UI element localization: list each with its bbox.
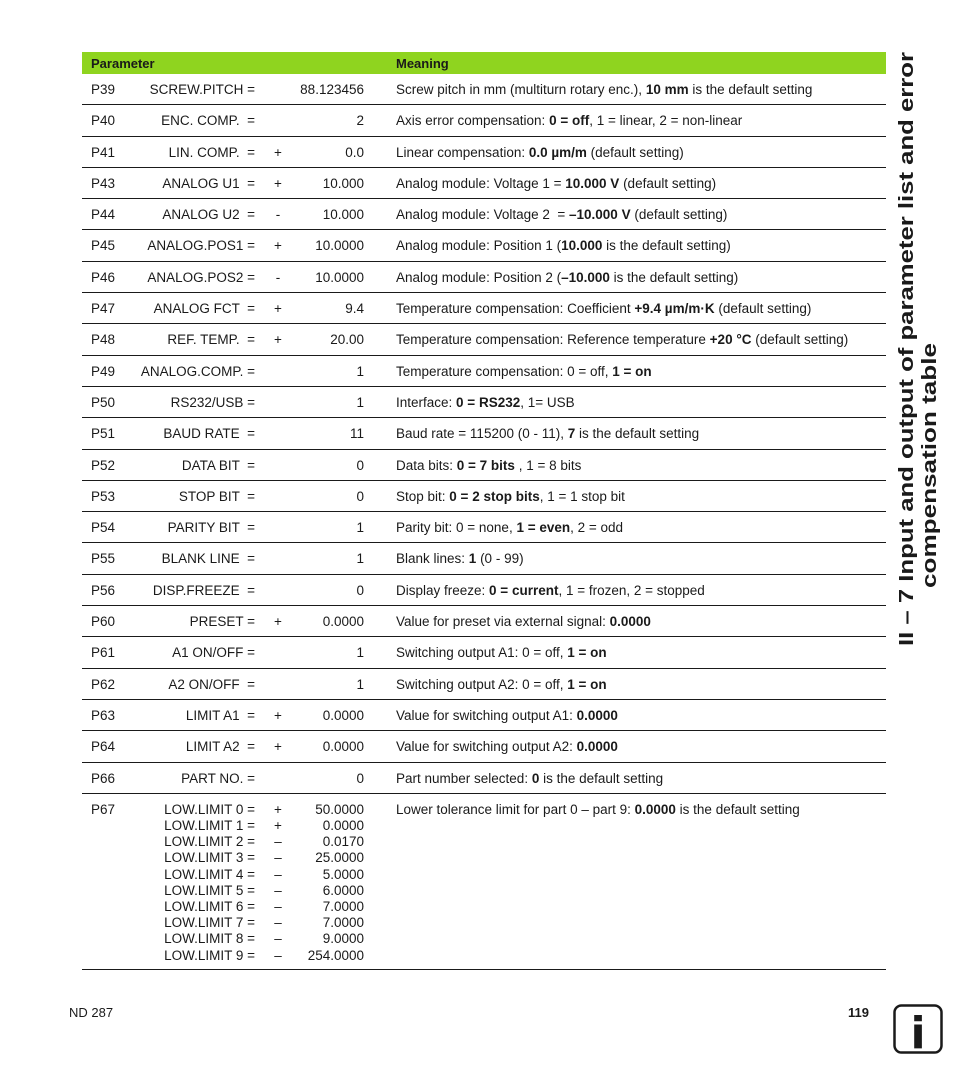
meaning-bold: 0 = off: [549, 113, 590, 129]
param-id: P60: [91, 614, 116, 630]
table-row: [82, 356, 886, 387]
meaning-text: is the default setting): [609, 269, 739, 285]
meaning-text: Analog module: Position 1 (: [396, 238, 562, 254]
param-meaning: [396, 489, 625, 505]
info-glyph: i: [910, 1008, 926, 1054]
meaning-text: Temperature compensation: Coefficient: [396, 301, 635, 317]
meaning-bold: +9.4 µm/m·K: [634, 301, 715, 317]
param-value: 1: [356, 394, 364, 410]
param-name: DISP.FREEZE =: [152, 582, 255, 598]
param-meaning: [396, 802, 800, 818]
table-row: [82, 387, 886, 418]
param-sign: +: [274, 739, 282, 755]
param-meaning: [396, 520, 623, 536]
header-parameter: Parameter: [91, 56, 155, 71]
table-row: [82, 575, 886, 606]
meaning-text: Interface:: [396, 394, 457, 410]
table-row: [82, 418, 886, 449]
meaning-bold: 0.0000: [576, 707, 618, 723]
info-icon: [893, 1004, 943, 1054]
meaning-bold: 1: [468, 551, 477, 567]
param-id: P44: [91, 207, 116, 223]
table-row: [82, 105, 886, 136]
param-sign: -: [275, 269, 281, 285]
table-row: [82, 230, 886, 261]
meaning-text: Switching output A1: 0 = off,: [396, 645, 568, 661]
meaning-bold: 0 = 7 bits: [456, 457, 515, 473]
table-row: [82, 137, 886, 168]
table-row: [82, 74, 886, 105]
param-sign: +: [274, 301, 282, 317]
meaning-text: Temperature compensation: 0 = off,: [396, 363, 613, 379]
meaning-bold: 10.000 V: [565, 175, 620, 191]
param-id: P55: [91, 551, 116, 567]
meaning-text: is the default setting: [575, 426, 700, 442]
param-name: DATA BIT =: [181, 457, 255, 473]
param-name: ANALOG.POS1 =: [147, 238, 255, 254]
meaning-text: Baud rate = 115200 (0 - 11),: [396, 426, 568, 442]
meaning-text: Value for switching output A2:: [396, 739, 577, 755]
param-value: 0.0: [345, 144, 364, 160]
meaning-text: , 1 = 8 bits: [514, 457, 582, 473]
param-meaning: [396, 145, 684, 161]
param-id: P54: [91, 520, 116, 536]
param-name: LIMIT A1 =: [185, 707, 255, 723]
param-name: PRESET =: [189, 614, 255, 630]
param-id: P66: [91, 770, 116, 786]
param-id: P43: [91, 175, 116, 191]
param-id: P53: [91, 488, 116, 504]
param-meaning: [396, 426, 699, 442]
param-sign: +: [274, 707, 282, 723]
table-row: [82, 606, 886, 637]
meaning-text: Switching output A2: 0 = off,: [396, 676, 568, 692]
meaning-text: , 1 = linear, 2 = non-linear: [589, 113, 743, 129]
meaning-text: Linear compensation:: [396, 144, 529, 160]
param-name: ANALOG U2 =: [162, 207, 255, 223]
param-name: REF. TEMP. =: [167, 332, 255, 348]
param-id: P40: [91, 113, 116, 129]
param-value: 10.0000: [315, 269, 364, 285]
param-id: P67: [91, 801, 116, 817]
param-meaning: [396, 270, 738, 286]
meaning-text: Analog module: Voltage 1 =: [396, 175, 566, 191]
param-meaning: [396, 551, 524, 567]
meaning-bold: 0 = current: [489, 582, 559, 598]
param-meaning: [396, 364, 652, 380]
meaning-text: is the default setting: [539, 770, 664, 786]
param-value: 0.0000: [322, 614, 364, 630]
meaning-bold: 0: [531, 770, 540, 786]
meaning-text: Analog module: Position 2 (: [396, 269, 562, 285]
param-meaning: [396, 176, 716, 192]
meaning-text: , 2 = odd: [570, 520, 624, 536]
param-sign: + + – – – – – – – –: [274, 801, 282, 963]
meaning-text: Lower tolerance limit for part 0 – part 9:: [396, 801, 635, 817]
param-name: LIMIT A2 =: [185, 739, 255, 755]
meaning-text: Axis error compensation:: [396, 113, 550, 129]
param-meaning: [396, 677, 607, 693]
meaning-text: is the default setting: [688, 82, 813, 97]
param-meaning: [396, 113, 742, 129]
param-name: LOW.LIMIT 0 = LOW.LIMIT 1 = LOW.LIMIT 2 = LOW.LIMIT 3 = LOW.LIMIT 4 = LOW.LIMIT 5 = LOW.LIMIT 6 = LOW.LIMIT 7 = LOW.LIMIT 8 = LOW.LIMIT 9 =: [164, 801, 255, 963]
param-id: P52: [91, 457, 116, 473]
param-name: BAUD RATE =: [163, 426, 255, 442]
param-id: P41: [91, 144, 116, 160]
meaning-bold: 0 = RS232: [456, 394, 521, 410]
param-name: SCREW.PITCH =: [149, 82, 255, 97]
meaning-text: Value for switching output A1:: [396, 707, 577, 723]
meaning-bold: 1 = on: [612, 363, 652, 379]
meaning-bold: 1 = on: [567, 645, 607, 661]
meaning-text: is the default setting): [602, 238, 731, 254]
param-value: 0: [356, 770, 364, 786]
meaning-bold: 0.0000: [634, 801, 676, 817]
param-id: P56: [91, 582, 116, 598]
side-title-svg: [887, 48, 943, 648]
param-id: P49: [91, 363, 116, 379]
table-header: [82, 52, 886, 74]
param-meaning: [396, 645, 607, 661]
param-id: P62: [91, 676, 116, 692]
table-row: [82, 481, 886, 512]
param-id: P48: [91, 332, 116, 348]
meaning-bold: 0.0 µm/m: [528, 144, 587, 160]
param-name: LIN. COMP. =: [168, 144, 255, 160]
meaning-text: Data bits:: [396, 457, 457, 473]
param-id: P46: [91, 269, 116, 285]
meaning-bold: 10.000: [561, 238, 603, 254]
param-value: 1: [356, 551, 364, 567]
param-value: 50.0000 0.0000 0.0170 25.0000 5.0000 6.0000 7.0000 7.0000 9.0000 254.0000: [307, 801, 364, 963]
meaning-text: (0 - 99): [476, 551, 524, 567]
table-row: [82, 763, 886, 794]
param-name: A1 ON/OFF =: [172, 645, 255, 661]
param-name: ANALOG.POS2 =: [147, 269, 255, 285]
param-meaning: [396, 207, 727, 223]
side-title-line2: compensation table: [918, 395, 941, 588]
param-sign: +: [274, 332, 282, 348]
meaning-text: Display freeze:: [396, 582, 490, 598]
param-sign: +: [274, 144, 282, 160]
param-value: 10.0000: [315, 238, 364, 254]
param-name: ANALOG FCT =: [153, 301, 255, 317]
chapter-side-title: [887, 48, 943, 648]
table-row: [82, 669, 886, 700]
param-sign: -: [275, 207, 281, 223]
table-row: [82, 199, 886, 230]
param-id: P51: [91, 426, 116, 442]
table-row: [82, 700, 886, 731]
header-meaning: Meaning: [396, 56, 449, 71]
param-value: 9.4: [345, 301, 364, 317]
meaning-text: Stop bit:: [396, 488, 450, 504]
param-value: 2: [356, 113, 364, 129]
param-name: PART NO. =: [181, 770, 255, 786]
table-row: [82, 794, 886, 970]
meaning-bold: –10.000 V: [569, 207, 631, 223]
table-row: [82, 637, 886, 668]
meaning-text: is the default setting: [675, 801, 800, 817]
param-sign: +: [274, 175, 282, 191]
param-meaning: [396, 739, 618, 755]
meaning-text: (default setting): [714, 301, 812, 317]
side-title-line1: II – 7 Input and output of parameter list and error: [895, 172, 918, 646]
footer-product: ND 287: [69, 1005, 114, 1020]
param-name: ENC. COMP. =: [161, 113, 255, 129]
table-row: [82, 324, 886, 355]
param-id: P61: [91, 645, 116, 661]
param-value: 1: [356, 520, 364, 536]
meaning-text: Blank lines:: [396, 551, 469, 567]
param-meaning: [396, 771, 663, 787]
meaning-bold: 1 = on: [567, 676, 607, 692]
meaning-bold: 0.0000: [609, 614, 651, 630]
param-id: P63: [91, 707, 116, 723]
meaning-bold: 0.0000: [576, 739, 618, 755]
meaning-bold: 10 mm: [645, 82, 689, 97]
meaning-bold: –10.000: [561, 269, 610, 285]
page-number: 119: [848, 1005, 869, 1020]
param-meaning: [396, 301, 811, 317]
table-row: [82, 543, 886, 574]
param-meaning: [396, 583, 705, 599]
meaning-text: (default setting): [751, 332, 849, 348]
param-value: 0.0000: [322, 707, 364, 723]
param-name: ANALOG U1 =: [162, 175, 255, 191]
param-meaning: [396, 82, 812, 98]
meaning-text: Value for preset via external signal:: [396, 614, 610, 630]
param-name: PARITY BIT =: [167, 520, 255, 536]
meaning-text: (default setting): [586, 144, 684, 160]
meaning-text: , 1= USB: [520, 394, 575, 410]
param-value: 0: [356, 488, 364, 504]
meaning-bold: 7: [567, 426, 576, 442]
meaning-text: Temperature compensation: Reference temperature: [396, 332, 710, 348]
table-row: [82, 731, 886, 762]
param-value: 10.000: [322, 175, 364, 191]
param-sign: +: [274, 238, 282, 254]
table-body: [82, 74, 886, 970]
meaning-text: , 1 = frozen, 2 = stopped: [558, 582, 705, 598]
parameter-table: [82, 52, 886, 970]
param-meaning: [396, 458, 581, 474]
param-value: 88.123456: [300, 82, 364, 97]
meaning-bold: 1 = even: [516, 520, 571, 536]
param-name: ANALOG.COMP. =: [140, 363, 255, 379]
param-value: 11: [349, 426, 364, 442]
param-value: 1: [356, 363, 364, 379]
param-meaning: [396, 395, 575, 411]
param-meaning: [396, 614, 651, 630]
param-value: 1: [356, 676, 364, 692]
param-name: BLANK LINE =: [161, 551, 255, 567]
param-sign: +: [274, 614, 282, 630]
param-name: RS232/USB =: [170, 394, 255, 410]
meaning-text: , 1 = 1 stop bit: [539, 488, 625, 504]
meaning-text: Screw pitch in mm (multiturn rotary enc.),: [396, 82, 646, 97]
param-value: 0: [356, 457, 364, 473]
param-value: 0.0000: [322, 739, 364, 755]
meaning-bold: +20 °C: [709, 332, 752, 348]
table-row: [82, 262, 886, 293]
meaning-text: (default setting): [630, 207, 728, 223]
param-name: STOP BIT =: [178, 488, 255, 504]
param-meaning: [396, 332, 848, 348]
param-value: 1: [356, 645, 364, 661]
param-value: 10.000: [322, 207, 364, 223]
param-id: P50: [91, 394, 116, 410]
table-row: [82, 293, 886, 324]
param-meaning: [396, 708, 618, 724]
param-meaning: [396, 238, 731, 254]
meaning-text: (default setting): [619, 175, 717, 191]
meaning-bold: 0 = 2 stop bits: [449, 488, 540, 504]
param-name: A2 ON/OFF =: [168, 676, 255, 692]
meaning-text: Parity bit: 0 = none,: [396, 520, 517, 536]
param-id: P45: [91, 238, 116, 254]
table-row: [82, 450, 886, 481]
meaning-text: Part number selected:: [396, 770, 532, 786]
table-row: [82, 168, 886, 199]
param-value: 0: [356, 582, 364, 598]
param-id: P64: [91, 739, 116, 755]
meaning-text: Analog module: Voltage 2 =: [396, 207, 570, 223]
param-value: 20.00: [330, 332, 364, 348]
table-row: [82, 512, 886, 543]
param-id: P39: [91, 82, 116, 97]
param-id: P47: [91, 301, 116, 317]
